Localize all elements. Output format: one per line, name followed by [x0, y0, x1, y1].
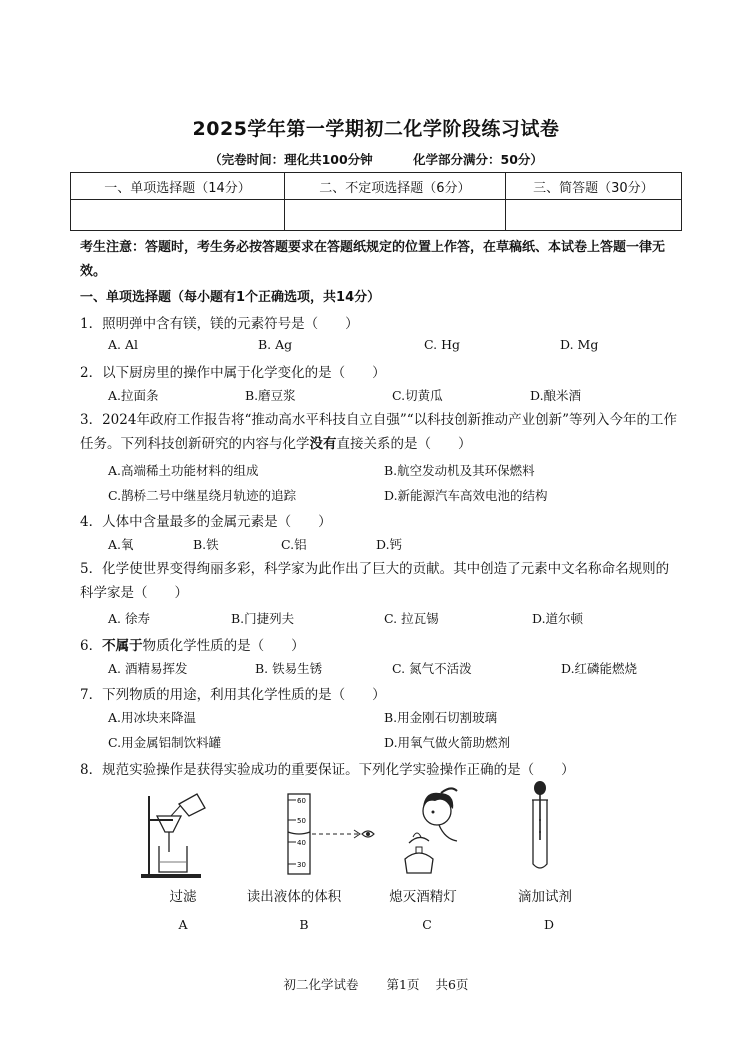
question-3: [80, 408, 680, 456]
q3-stem-part2: 直接关系的是（ ）: [336, 436, 472, 452]
question-8: 8．规范实验操作是获得实验成功的重要保证。下列化学实验操作正确的是（ ）: [80, 762, 575, 778]
question-2: 2．以下厨房里的操作中属于化学变化的是（ ）: [80, 365, 386, 381]
q2-option-b: B.磨豆浆: [245, 388, 296, 403]
fig-a-label: 过滤: [169, 889, 197, 905]
q5-option-a: A. 徐寿: [108, 611, 150, 626]
q6-stem-rest: 物质化学性质的是（ ）: [142, 638, 305, 654]
q2-option-d: D.酿米酒: [530, 388, 582, 403]
q7-option-d: D.用氧气做火箭助燃剂: [384, 735, 511, 750]
tick-label-50: 50: [297, 817, 306, 825]
section-heading: 一、单项选择题（每小题有1个正确选项，共14分）: [80, 290, 381, 305]
q3-option-b: B.航空发动机及其环保燃料: [384, 463, 535, 478]
q5-option-b: B.门捷列夫: [231, 611, 295, 626]
question-5: 5．化学使世界变得绚丽多彩，科学家为此作出了巨大的贡献。其中创造了元素中文名称命名规则的科学家是（ ）: [80, 561, 670, 601]
exam-title: 2025学年第一学期初二化学阶段练习试卷: [192, 118, 560, 140]
q7-option-c: C.用金属铝制饮料罐: [108, 735, 222, 750]
alcohol-lamp-figure: [395, 785, 475, 880]
q7-option-b: B.用金刚石切割玻璃: [384, 710, 498, 725]
question-6: [80, 634, 305, 654]
score-header-3: 三、简答题（30分）: [505, 173, 681, 200]
q1-option-d: D. Mg: [560, 337, 599, 352]
score-header-2: 二、不定项选择题（6分）: [284, 173, 505, 200]
q3-option-c: C.鹊桥二号中继星绕月轨迹的追踪: [108, 488, 297, 503]
fig-d-label: 滴加试剂: [518, 889, 572, 905]
q5-option-d: D.道尔顿: [532, 611, 584, 626]
page-footer: [0, 975, 752, 993]
score-table: [70, 172, 682, 231]
exam-notice: 考生注意：答题时，考生务必按答题要求在答题纸规定的位置上作答，在草稿纸、本试卷上答题一律无效。: [80, 240, 666, 279]
score-cell-1[interactable]: [71, 200, 285, 231]
q6-option-d: D.红磷能燃烧: [561, 661, 638, 676]
q5-option-c: C. 拉瓦锡: [384, 611, 439, 626]
fig-d-letter: D: [543, 917, 555, 932]
dropper-figure: [520, 780, 560, 880]
score-cell-2[interactable]: [284, 200, 505, 231]
q1-option-c: C. Hg: [424, 337, 460, 352]
tick-label-60: 60: [297, 797, 306, 805]
score-header-1: 一、单项选择题（14分）: [71, 173, 285, 200]
score-cell-3[interactable]: [505, 200, 681, 231]
q2-option-c: C.切黄瓜: [392, 388, 443, 403]
q6-number: 6．: [80, 638, 103, 654]
q3-option-a: A.高端稀土功能材料的组成: [108, 463, 259, 478]
fig-b-label: 读出液体的体积: [246, 889, 342, 905]
q3-option-d: D.新能源汽车高效电池的结构: [384, 488, 548, 503]
q2-option-a: A.拉面条: [108, 388, 159, 403]
q3-emphasis: 没有: [309, 436, 337, 452]
question-7: 7．下列物质的用途，利用其化学性质的是（ ）: [80, 687, 386, 703]
filtration-figure: [135, 790, 215, 880]
q4-option-c: C.铝: [281, 537, 307, 552]
exam-time: （完卷时间：理化共100分钟: [209, 152, 373, 167]
q7-option-a: A.用冰块来降温: [108, 710, 197, 725]
exam-subtitle: [0, 150, 752, 168]
tick-label-40: 40: [297, 839, 306, 847]
q6-emphasis: 不属于: [102, 638, 143, 654]
full-score: 化学部分满分：50分）: [413, 152, 543, 167]
fig-c-label: 熄灭酒精灯: [389, 889, 457, 905]
fig-c-letter: C: [422, 917, 432, 932]
footer-page-number: 第1页: [386, 977, 420, 992]
q4-option-d: D.钙: [376, 537, 403, 552]
tick-label-30: 30: [297, 861, 306, 869]
q1-option-a: A. Al: [108, 337, 138, 352]
q6-option-c: C. 氮气不活泼: [392, 661, 472, 676]
q1-option-b: B. Ag: [258, 337, 293, 352]
footer-exam-name: 初二化学试卷: [283, 977, 359, 992]
question-1: 1．照明弹中含有镁，镁的元素符号是（ ）: [80, 316, 359, 332]
question-4: 4．人体中含量最多的金属元素是（ ）: [80, 514, 332, 530]
q4-option-b: B.铁: [193, 537, 219, 552]
fig-b-letter: B: [299, 917, 309, 932]
q4-option-a: A.氧: [108, 537, 134, 552]
footer-total-pages: 共6页: [435, 977, 469, 992]
q3-stem-part1: 3．2024年政府工作报告将“推动高水平科技自立自强”“以科技创新推动产业创新”等列入今年的工作任务。下列科技创新研究的内容与化学: [80, 412, 678, 452]
fig-a-letter: A: [178, 917, 188, 932]
graduated-cylinder-figure: [270, 790, 380, 880]
q6-option-b: B. 铁易生锈: [255, 661, 323, 676]
q6-option-a: A. 酒精易挥发: [108, 661, 188, 676]
